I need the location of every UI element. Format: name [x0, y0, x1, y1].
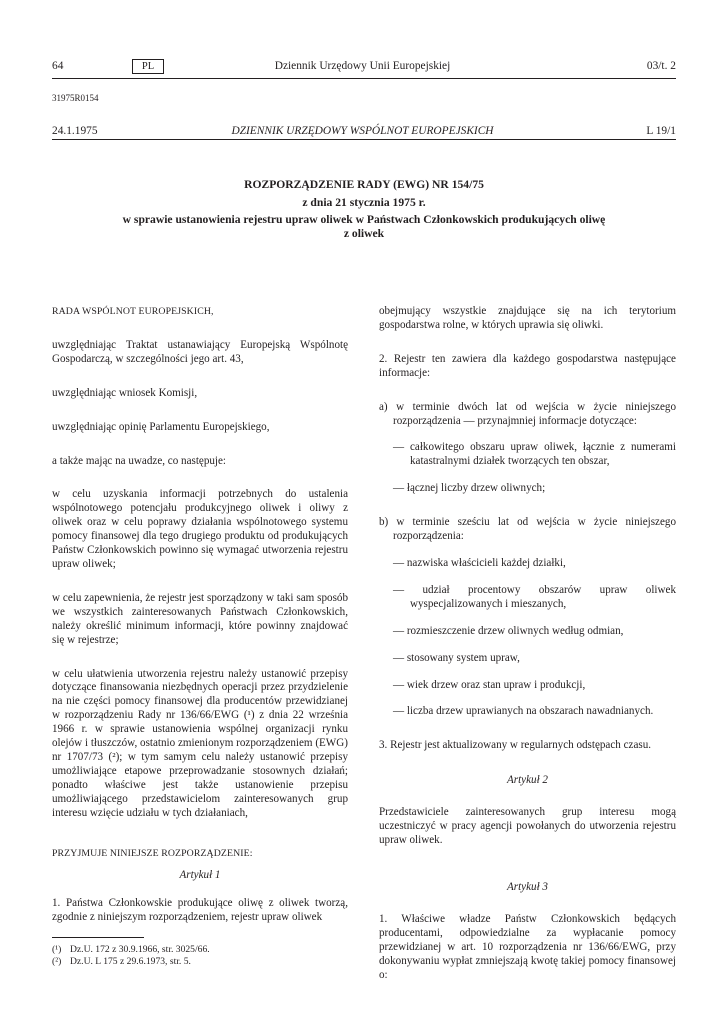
- regulation-title: ROZPORZĄDZENIE RADY (EWG) NR 154/75: [244, 178, 484, 191]
- article-1-paragraph-2: 2. Rejestr ten zawiera dla każdego gospodarstwa następujące informacje:: [379, 352, 676, 379]
- article-1-paragraph-3: 3. Rejestr jest aktualizowany w regularnych odstępach czasu.: [379, 739, 652, 752]
- regulation-subject: w sprawie ustanowienia rejestru upraw oliwek w Państwach Członkowskich produkujących oliwę: [122, 213, 606, 226]
- recital-whereas: a także mając na uwadze, co następuje:: [52, 454, 227, 467]
- council-heading: RADA WSPÓLNOT EUROPEJSKICH,: [52, 306, 214, 317]
- original-date: 24.1.1975: [52, 125, 98, 137]
- article-3-heading: Artykuł 3: [507, 881, 548, 893]
- recital-parliament: uwzględniając opinię Parlamentu Europejskiego,: [52, 420, 270, 433]
- footnote-1: (¹) Dz.U. 172 z 30.9.1966, str. 3025/66.: [52, 944, 210, 955]
- item-a-dash-2: — łącznej liczby drzew oliwnych;: [393, 482, 546, 495]
- item-b-dash-1: — nazwiska właścicieli każdej działki,: [393, 556, 566, 569]
- item-b-dash-6: — liczba drzew uprawianych na obszarach nawadnianych.: [393, 705, 654, 718]
- whereas-3: w celu ułatwienia utworzenia rejestru należy ustanowić przepisy dotyczące finansowania niezbędnych operacji przez przydzielenie na nie części pomocy finansowej dla producentów przewidzianej w rozporządzeniu Rady nr 136/66/EWG (¹) z dnia 22 września 1966 r. w sprawie ustanowienia wspólnej organizacji rynku olejów i tłuszczów, ostatnio zmienionym rozporządzeniem (EWG) nr 1707/73 (²); w tym samym celu należy ustanowić przepisy umożliwiające etapowe przeprowadzanie stosownych działań; ponadto właściwe jest także ustanowienie przepisu umożliwiającego przedstawicielom zainteresowanych grup interesu wzięcie udziału w tych działaniach,: [52, 667, 348, 819]
- item-b: b) w terminie sześciu lat od wejścia w życie niniejszego rozporządzenia:: [379, 516, 676, 543]
- original-header-rule: [52, 139, 676, 140]
- page-number: 64: [52, 60, 64, 72]
- celex-number: 31975R0154: [52, 93, 99, 103]
- item-b-dash-4: — stosowany system upraw,: [393, 651, 520, 664]
- article-1-continuation: obejmujący wszystkie znajdujące się na ich terytorium gospodarstwa rolne, w których uprawia się oliwki.: [379, 305, 676, 331]
- item-a: a) w terminie dwóch lat od wejścia w życie niniejszego rozporządzenia — przynajmniej informacje dotyczące:: [379, 400, 676, 427]
- journal-title: Dziennik Urzędowy Unii Europejskiej: [274, 60, 451, 72]
- left-column: [52, 305, 348, 861]
- item-a-dash-1: — całkowitego obszaru upraw oliwek, łącznie z numerami katastralnymi działek tworzących ten obszar,: [393, 441, 676, 468]
- original-journal-title: DZIENNIK URZĘDOWY WSPÓLNOT EUROPEJSKICH: [231, 125, 494, 137]
- whereas-2: w celu zapewnienia, że rejestr jest sporządzony w taki sam sposób we wszystkich zainteresowanych Państwach Członkowskich, należy określić minimum informacji, które powinny znajdować się w rejestrze;: [52, 591, 348, 646]
- recital-treaty: uwzględniając Traktat ustanawiający Europejską Wspólnotę Gospodarczą, w szczególności jego art. 43,: [52, 338, 348, 365]
- volume-number: 03/t. 2: [646, 60, 676, 72]
- recital-commission: uwzględniając wniosek Komisji,: [52, 386, 198, 399]
- adoption-statement: PRZYJMUJE NINIEJSZE ROZPORZĄDZENIE:: [52, 848, 253, 860]
- article-1-heading: Artykuł 1: [179, 869, 221, 881]
- regulation-subject-cont: z oliwek: [343, 227, 385, 240]
- item-b-dash-2: — udział procentowy obszarów upraw oliwek wyspecjalizowanych i mieszanych,: [393, 583, 676, 610]
- article-2-text: Przedstawiciele zainteresowanych grup interesu mogą uczestniczyć w pracy agencji powołanych do utworzenia rejestru upraw oliwek.: [379, 806, 676, 846]
- right-column: [379, 305, 676, 753]
- whereas-1: w celu uzyskania informacji potrzebnych do ustalenia wspólnotowego potencjału produkcyjnego oliwek i oliwy z oliwek oraz w celu poprawy działania wspólnotowego systemu pomocy finansowej dla tego drugiego produktu od produkujących Państw Członkowskich powinno się wymagać utworzenia rejestru upraw oliwek;: [52, 488, 348, 570]
- item-b-dash-5: — wiek drzew oraz stan upraw i produkcji,: [393, 678, 586, 691]
- original-reference: L 19/1: [646, 125, 676, 137]
- article-3-paragraph-1: 1. Właściwe władze Państw Członkowskich będących producentami, odpowiedzialne za wypłacanie pomocy przewidzianej w art. 10 rozporządzenia nr 136/66/EWG, przy dokonywaniu wypłat zmniejszają kwotę takiej pomocy finansowej o:: [379, 913, 676, 981]
- language-badge: PL: [132, 59, 164, 74]
- item-b-dash-3: — rozmieszczenie drzew oliwnych według odmian,: [393, 624, 624, 637]
- header-rule: [52, 78, 676, 79]
- article-1-paragraph-1: 1. Państwa Członkowskie produkujące oliwę z oliwek tworzą, zgodnie z niniejszym rozporządzeniem, rejestr upraw oliwek: [52, 897, 348, 923]
- article-2-heading: Artykuł 2: [507, 774, 548, 786]
- regulation-date: z dnia 21 stycznia 1975 r.: [302, 196, 426, 209]
- footnote-2: (²) Dz.U. L 175 z 29.6.1973, str. 5.: [52, 956, 191, 967]
- footnote-rule: [52, 937, 144, 938]
